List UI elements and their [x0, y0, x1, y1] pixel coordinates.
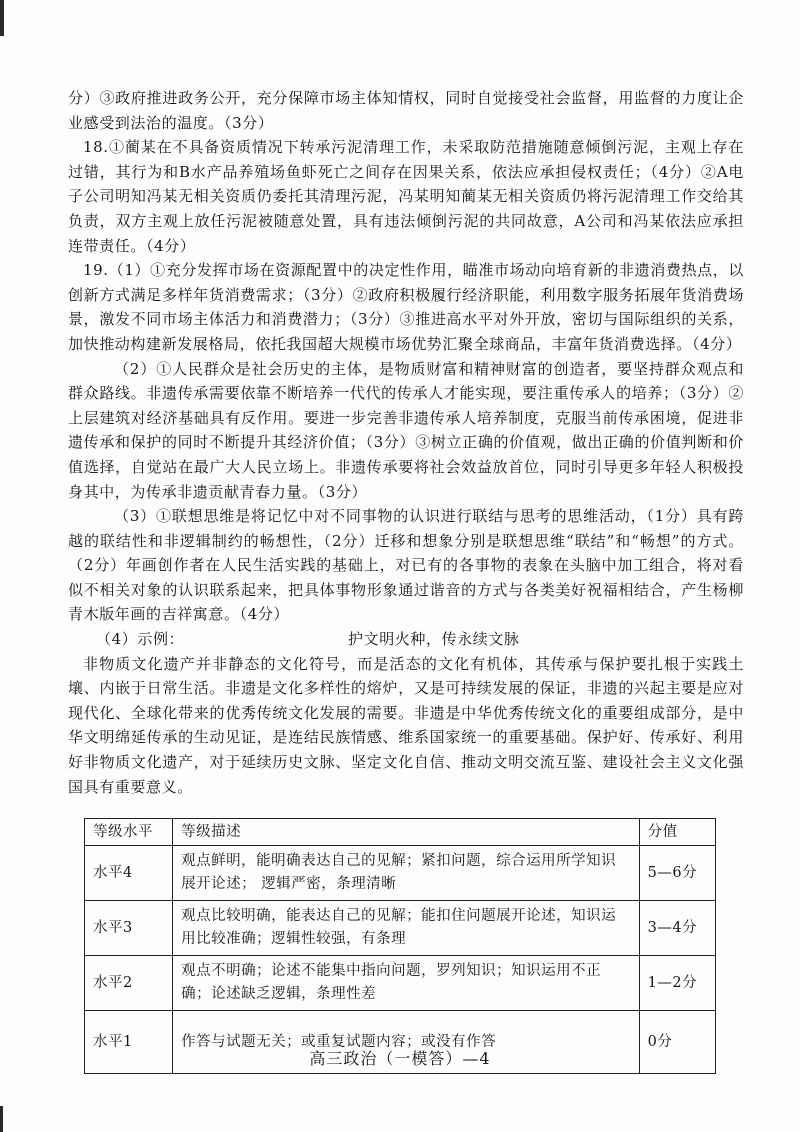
- example-label: （4）示例：: [96, 630, 185, 649]
- level-cell: 水平2: [85, 956, 173, 1011]
- q19-part2-paragraph: （2）①人民群众是社会历史的主体，是物质财富和精神财富的创造者，要坚持群众观点和群众路线。非遗传承需要依靠不断培养一代代的传承人才能实现，要注重传承人的培养；（3分）②上层建筑对经济基础具有反作用。要进一步完善非遗传承人培养制度，克服当前传承困境，促进非遗传承和保护的同时不断提升其经济价值；（3分）③树立正确的价值观，做出正确的价值判断和价值选择，自觉站在最广大人民立场上。非遗传承要将社会效益放首位，同时引导更多年轻人积极投身其中，为传承非遗贡献青春力量。（3分）: [68, 359, 744, 501]
- q17-ending-paragraph: 分）③政府推进政务公开，充分保障市场主体知情权，同时自觉接受社会监督，用监督的力度让企业感受到法治的温度。（3分）: [68, 89, 744, 132]
- table-header-row: [85, 819, 716, 846]
- score-cell: 5—6分: [639, 846, 715, 901]
- q19-part4-example-header: [68, 627, 744, 652]
- scan-edge-mark: [0, 0, 4, 36]
- description-cell: 观点比较明确，能表达自己的见解；能扣住问题展开论述，知识运用比较准确；逻辑性较强，有条理: [173, 901, 640, 956]
- table-row: [85, 956, 716, 1011]
- example-title: 护文明火种，传永续文脉: [348, 630, 520, 649]
- description-cell: 观点不明确；论述不能集中指向问题，罗列知识；知识运用不正确；论述缺乏逻辑，条理性差: [173, 956, 640, 1011]
- scoring-rubric-table: [84, 818, 716, 1074]
- q19-part3-paragraph: （3）①联想思维是将记忆中对不同事物的认识进行联结与思考的思维活动，（1分）具有跨越的联结性和非逻辑制约的畅想性，（2分）迁移和想象分别是联想思维“联结”和“畅想”的方式。（2分）年画创作者在人民生活实践的基础上，对已有的各事物的表象在头脑中加工组合，将对看似不相关对象的认识联系起来，把具体事物形象通过谐音的方式与各类美好祝福相结合，产生杨柳青木版年画的吉祥寓意。（4分）: [68, 507, 744, 624]
- example-essay-body: 非物质文化遗产并非静态的文化符号，而是活态的文化有机体，其传承与保护要扎根于实践土壤、内嵌于日常生活。非遗是文化多样性的熔炉，又是可持续发展的保证，非遗的兴起主要是应对现代化、全球化带来的优秀传统文化发展的需要。非遗是中华优秀传统文化的重要组成部分，是中华文明绵延传承的生动见证，是连结民族情感、维系国家统一的重要基础。保护好、传承好、利用好非物质文化遗产，对于延续历史文脉、坚定文化自信、推动文明交流互鉴、建设社会主义文化强国具有重要意义。: [68, 654, 744, 796]
- description-cell: 观点鲜明，能明确表达自己的见解；紧扣问题，综合运用所学知识展开论述； 逻辑严密，条理清晰: [173, 846, 640, 901]
- table-row: [85, 901, 716, 956]
- level-cell: 水平4: [85, 846, 173, 901]
- header-score: 分值: [639, 819, 715, 846]
- page-footer: 高三政治（一模答）—4: [309, 1049, 491, 1068]
- header-level: 等级水平: [85, 819, 173, 846]
- score-cell: 0分: [639, 1011, 715, 1074]
- answer-content: [68, 86, 744, 799]
- level-cell: 水平3: [85, 901, 173, 956]
- score-cell: 3—4分: [639, 901, 715, 956]
- level-cell: 水平1: [85, 1011, 173, 1074]
- scan-edge-mark-bottom: [0, 1106, 3, 1132]
- q19-part1-paragraph: 19.（1）①充分发挥市场在资源配置中的决定性作用，瞄准市场动向培育新的非遗消费热点，以创新方式满足多样年货消费需求；（3分）②政府积极履行经济职能，利用数字服务拓展年货消费场景，激发不同市场主体活力和消费潜力；（3分）③推进高水平对外开放，密切与国际组织的关系，加快推动构建新发展格局，依托我国超大规模市场优势汇聚全球商品，丰富年货消费选择。（4分）: [68, 261, 744, 353]
- score-cell: 1—2分: [639, 956, 715, 1011]
- q18-answer-paragraph: 18.①蔺某在不具备资质情况下转承污泥清理工作，未采取防范措施随意倾倒污泥，主观上存在过错，其行为和B水产品养殖场鱼虾死亡之间存在因果关系，依法应承担侵权责任；（4分）②A电子公司明知冯某无相关资质仍委托其清理污泥，冯某明知蔺某无相关资质仍将污泥清理工作交给其负责，双方主观上放任污泥被随意处置，具有违法倾倒污泥的共同故意，A公司和冯某依法应承担连带责任。（4分）: [68, 138, 744, 255]
- description-cell: 作答与试题无关；或重复试题内容；或没有作答: [173, 1011, 640, 1074]
- table-row: [85, 846, 716, 901]
- header-description: 等级描述: [173, 819, 640, 846]
